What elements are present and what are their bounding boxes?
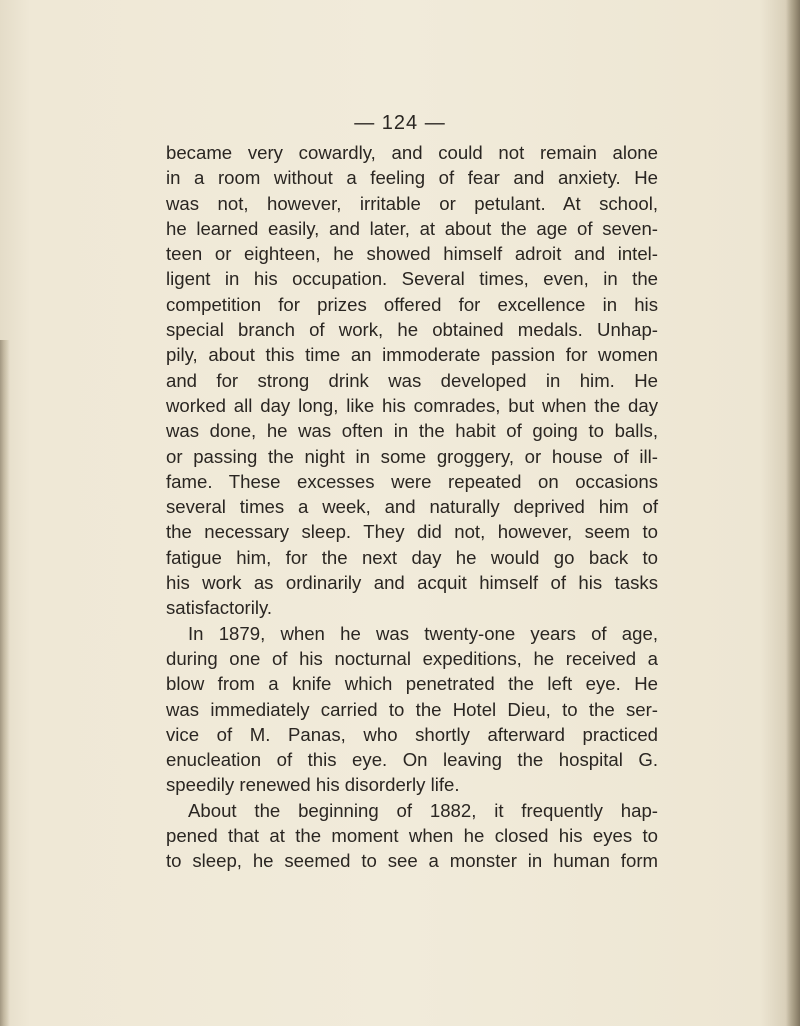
text-line: was not, however, irritable or petulant. At school, xyxy=(166,192,658,214)
page-left-edge xyxy=(0,340,10,1026)
text-line: special branch of work, he obtained medals. Unhap- xyxy=(166,319,658,341)
text-line: and for strong drink was developed in him. He xyxy=(166,369,658,391)
text-line: vice of M. Panas, who shortly afterward practiced xyxy=(166,723,658,745)
text-line: the necessary sleep. They did not, however, seem to xyxy=(166,521,658,543)
text-line: became very cowardly, and could not remain alone xyxy=(166,142,658,163)
text-line: satisfactorily. xyxy=(166,597,273,619)
text-line: fame. These excesses were repeated on occasions xyxy=(166,470,658,492)
text-line: enucleation of this eye. On leaving the hospital G. xyxy=(166,749,658,771)
text-line: was done, he was often in the habit of going to balls, xyxy=(166,420,658,442)
text-line: teen or eighteen, he showed himself adroit and intel- xyxy=(166,243,658,265)
text-line: in a room without a feeling of fear and anxiety. He xyxy=(166,167,658,189)
text-line: competition for prizes offered for excellence in his xyxy=(166,293,658,315)
text-line: blow from a knife which penetrated the left eye. He xyxy=(166,673,658,695)
text-line: his work as ordinarily and acquit himself of his tasks xyxy=(166,572,658,594)
text-line: speedily renewed his disorderly life. xyxy=(166,774,460,796)
text-line: several times a week, and naturally deprived him of xyxy=(166,496,658,518)
text-line: pened that at the moment when he closed his eyes to xyxy=(166,825,658,847)
text-line: worked all day long, like his comrades, but when the day xyxy=(166,394,658,416)
page-number: — 124 — xyxy=(354,112,446,134)
body-text xyxy=(166,140,658,874)
text-line: pily, about this time an immoderate passion for women xyxy=(166,344,658,366)
text-line: ligent in his occupation. Several times, even, in the xyxy=(166,268,658,290)
text-line: or passing the night in some groggery, or house of ill- xyxy=(166,445,658,467)
text-line: during one of his nocturnal expeditions, he received a xyxy=(166,647,658,669)
text-line: to sleep, he seemed to see a monster in human form xyxy=(166,850,658,872)
page-right-edge xyxy=(786,0,800,1026)
text-line: fatigue him, for the next day he would go back to xyxy=(166,546,658,568)
text-line: was immediately carried to the Hotel Dieu, to the ser- xyxy=(166,698,658,720)
text-line: In 1879, when he was twenty-one years of age, xyxy=(188,622,658,644)
text-line: he learned easily, and later, at about the age of seven- xyxy=(166,217,658,239)
text-line: About the beginning of 1882, it frequently hap- xyxy=(188,799,658,821)
